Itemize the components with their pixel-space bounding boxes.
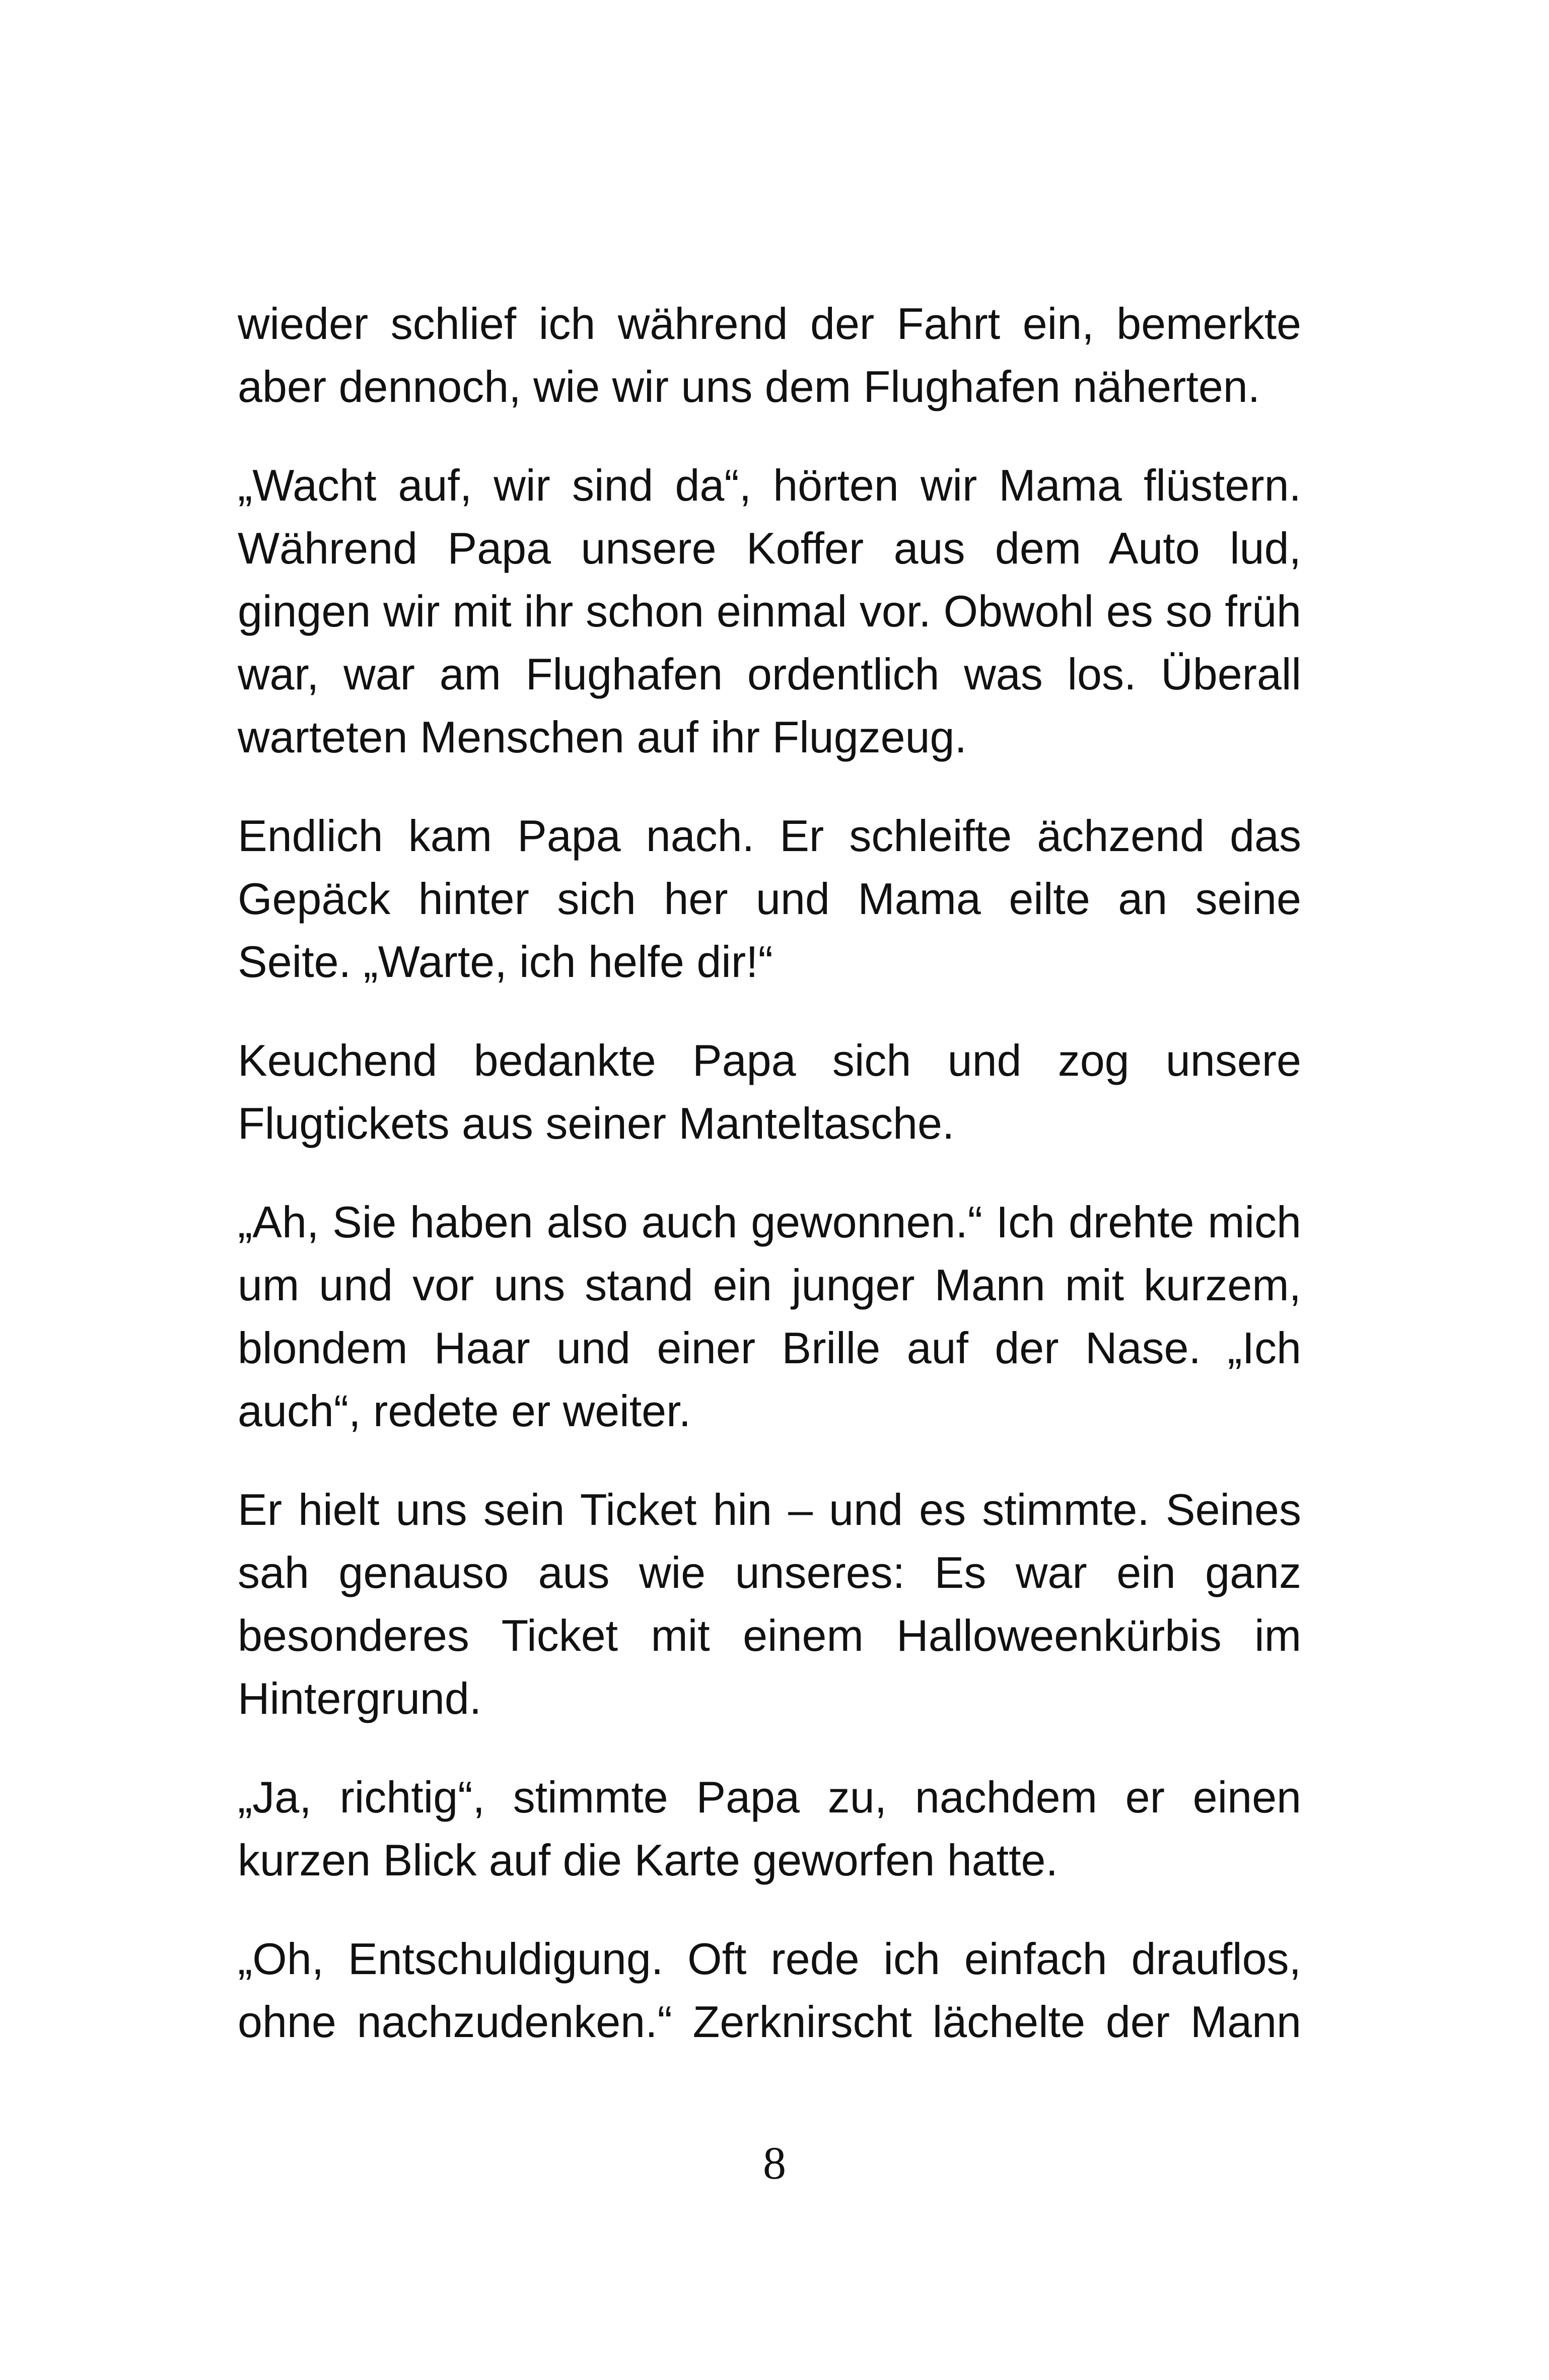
paragraph-4: Keuchend bedankte Papa sich und zog unsere Flugtickets aus seiner Manteltasche. xyxy=(238,1035,1301,1148)
page-number: 8 xyxy=(763,2137,786,2189)
paragraph-2: „Wacht auf, wir sind da“, hörten wir Mama flüstern. Während Papa unsere Koffer aus dem Auto lud, gingen wir mit ihr schon einmal vor. Obwohl es so früh war, war am Flughafen ordentlich was los. Überall warteten Menschen auf ihr Flugzeug. xyxy=(238,460,1301,762)
paragraph-8: „Oh, Entschuldigung. Oft rede ich einfach drauflos, ohne nachzudenken.“ Zerknirscht lächelte der Mann xyxy=(238,1934,1301,2047)
paragraph-6: Er hielt uns sein Ticket hin – und es stimmte. Seines sah genauso aus wie unseres: Es war ein ganz besonderes Ticket mit einem Halloweenkürbis im Hintergrund. xyxy=(238,1485,1301,1723)
paragraph-1: wieder schlief ich während der Fahrt ein, bemerkte aber dennoch, wie wir uns dem Flughafen näherten. xyxy=(238,299,1301,411)
paragraph-3: Endlich kam Papa nach. Er schleifte ächzend das Gepäck hinter sich her und Mama eilte an seine Seite. „Warte, ich helfe dir!“ xyxy=(238,811,1301,987)
body-text xyxy=(238,292,1301,2053)
paragraph-5: „Ah, Sie haben also auch gewonnen.“ Ich drehte mich um und vor uns stand ein junger Mann mit kurzem, blondem Haar und einer Brille auf der Nase. „Ich auch“, redete er weiter. xyxy=(238,1197,1301,1436)
paragraph-7: „Ja, richtig“, stimmte Papa zu, nachdem er einen kurzen Blick auf die Karte geworfen hatte. xyxy=(238,1772,1301,1885)
